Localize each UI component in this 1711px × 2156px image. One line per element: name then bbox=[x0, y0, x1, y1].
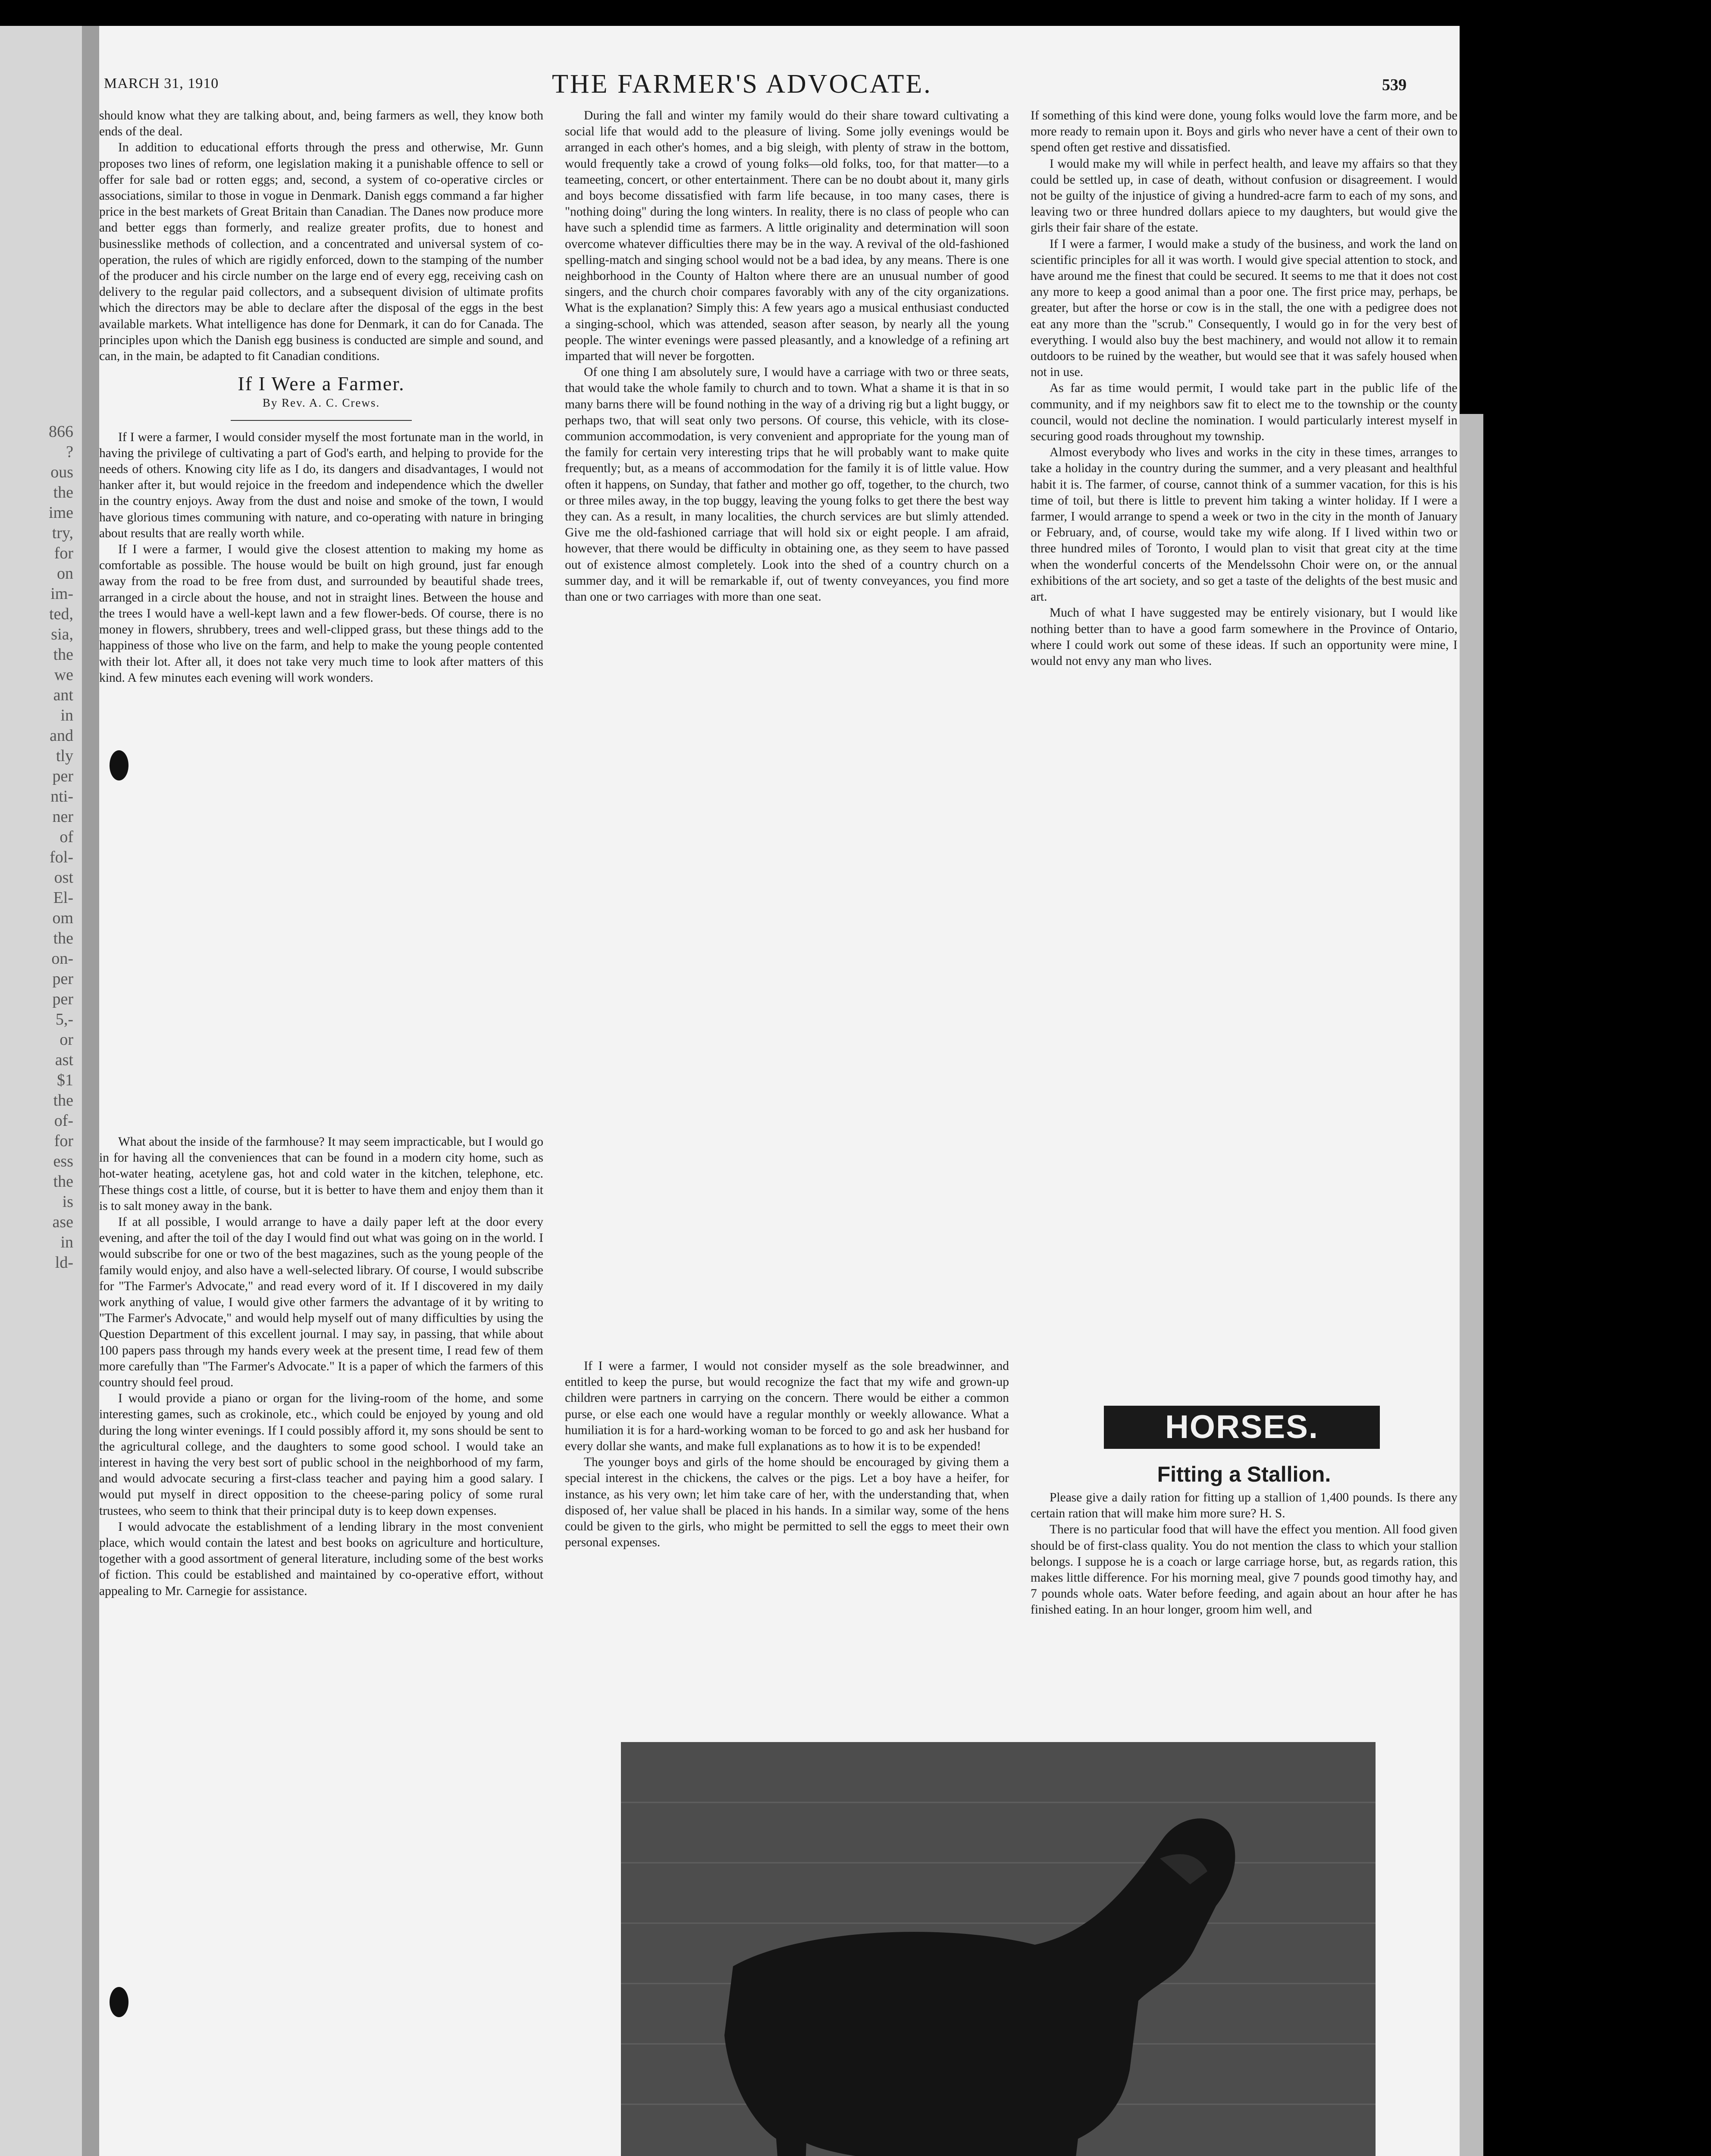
column-1-continued bbox=[99, 1134, 543, 1599]
paragraph: Almost everybody who lives and works in the city in these times, arranges to take a holiday in the country during the summer, and a very pleasant and healthful habit it is. The farmer, of course, cannot think of a summer vacation, for this is his time of toil, but there is little to prevent him taking a winter holiday. If I were a farmer, I would arrange to spend a week or two in the city in the month of January or February, and, of course, would take my wife along. If I lived within two or three hundred miles of Toronto, I would plan to visit that great city at the time when the wonderful concerts of the Mendelssohn Choir were on, or the annual exhibitions of the art society, and so get a taste of the delights of the best music and art. bbox=[1031, 445, 1457, 604]
paragraph: If I were a farmer, I would make a study of the business, and work the land on scientific principles for all it was worth. I would give special attention to stock, and have around me the finest that could be secured. It seems to me that it does not cost any more to keep a good animal than a poor one. The first price may, perhaps, be greater, but after the horse or cow is in the stall, the one with a pedigree does not eat any more than the "scrub." Consequently, I would go in for the very best of everything. I would also buy the best machinery, and would not allow it to remain outdoors to be ruined by the weather, but would see that it was safely housed when not in use. bbox=[1031, 237, 1457, 379]
text-fragment: ess bbox=[53, 1152, 73, 1170]
text-fragment: fol- bbox=[50, 848, 73, 866]
text-fragment: ? bbox=[66, 443, 73, 461]
paragraph: I would provide a piano or organ for the living-room of the home, and some interesting games, such as crokinole, etc., which could be enjoyed by young and old during the long winter evenings. If I could possibly afford it, my sons should be sent to the agricultural college, and the daughters to some good school. I would take an interest in having the very best sort of public school in the neighborhood of my farm, and would advocate securing a first-class teacher and paying him a good salary. I would put myself in direct opposition to the cheese-paring policy of some rural trustees, who seem to think that their principal duty is to keep down expenses. bbox=[99, 1391, 543, 1518]
text-fragment: per bbox=[52, 970, 73, 988]
book-spine bbox=[82, 26, 99, 2156]
text-fragment: of bbox=[60, 828, 73, 846]
text-fragment: ime bbox=[49, 504, 73, 522]
paragraph: If I were a farmer, I would consider myself the most fortunate man in the world, in having the privilege of cultivating a part of God's earth, and helping to provide for the needs of others. Knowing city life as I do, its dangers and disadvantages, I would not hanker after it, but would rejoice in the freedom and independence which the dweller in the country enjoys. Away from the dust and noise and smoke of the town, I would have glorious times communing with nature, and co-operating with nature in bringing about results that are really worth while. bbox=[99, 430, 543, 540]
article-byline: By Rev. A. C. Crews. bbox=[262, 396, 380, 410]
text-fragment: ld- bbox=[55, 1253, 73, 1272]
horse-photo bbox=[621, 1742, 1376, 2156]
masthead: THE FARMER'S ADVOCATE. bbox=[552, 69, 932, 99]
paragraph: In addition to educational efforts through the press and otherwise, Mr. Gunn proposes two lines of reform, one legislation making it a punishable offence to sell or offer for sale bad or rotten eggs; and, second, a system of co-operative circles or associations, similar to those in vogue in Denmark. Danish eggs command a far higher price in the best markets of Great Britain than Canadian. The Danes now produce more and better eggs than formerly, and realize greater profits, due to honest and businesslike methods of collection, and a concentrated and universal system of co-operation, the rules of which are rigidly enforced, down to the stamping of the number of the producer and his circle number on the large end of every egg, receiving cash on delivery to the regular paid collectors, and a subsequent division of ultimate profits which the directors may be able to declare after the disposal of the eggs in the best available markets. What intelligence has done for Denmark, it can do for Canada. The principles upon which the Danish egg business is conducted are simple and sound, and can, in the main, be adapted to fit Canadian conditions. bbox=[99, 141, 543, 364]
paragraph: If at all possible, I would arrange to have a daily paper left at the door every evening, and after the toil of the day I would find out what was going on in the world. I would subscribe for one or two of the best magazines, such as the young people of the family would enjoy, and also have a well-selected library. Of course, I would subscribe for "The Farmer's Advocate," and read every word of it. If I discovered in my daily work anything of value, I would give other farmers the advantage of it by writing to "The Farmer's Advocate," and would help myself out of many difficulties by using the Question Department of this excellent journal. I may say, in passing, that while about 100 papers pass through my hands every week at the present time, I read few of them more carefully than "The Farmer's Advocate." It is a paper of which the farmers of this country should feel proud. bbox=[99, 1215, 543, 1390]
text-fragment: om bbox=[52, 909, 73, 927]
paragraph: There is no particular food that will have the effect you mention. All food given should be of first-class quality. You do not mention the class to which your stallion belongs. I suppose he is a coach or large carriage horse, but, as regards ration, this makes little difference. For his morning meal, give 7 pounds good timothy hay, and 7 pounds whole oats. Water before feeding, and again about an hour after he has finished eating. In an hour longer, groom him well, and bbox=[1031, 1523, 1457, 1617]
article-title: Fitting a Stallion. bbox=[1157, 1462, 1331, 1486]
column-3-horses bbox=[1031, 1490, 1457, 1618]
text-fragment: on bbox=[57, 564, 73, 583]
text-fragment: per bbox=[52, 990, 73, 1008]
paragraph: I would make my will while in perfect health, and leave my affairs so that they could be settled up, in case of death, without confusion or disagreement. I would not be guilty of the injustice of giving a hundred-acre farm to each of my sons, and leaving two or three hundred dollars apiece to my daughters, but would give the girls their fair share of the estate. bbox=[1031, 157, 1457, 235]
text-fragment: ost bbox=[54, 868, 73, 887]
text-fragment: ous bbox=[50, 463, 73, 481]
paragraph: During the fall and winter my family would do their share toward cultivating a social life that would add to the pleasure of living. Some jolly evenings would be arranged in each other's homes, and a big sleigh, with plenty of straw in the bottom, would frequently take a crowd of young folks—old folks, too, for that matter—to a teameeting, concert, or other entertainment. There can be no doubt about it, many girls and boys become dissatisfied with farm life because, in too many cases, there is "nothing doing" during the long winters. In reality, there is no class of people who can have such a splendid time as farmers. A little originality and determination will soon overcome whatever difficulties there may be in the way. A revival of the old-fashioned spelling-match and singing school would not be a bad idea, by any means. There is one neighborhood in the County of Halton where there are an unusual number of good singers, and the church choir compares favorably with any of the city organizations. What is the explanation? Simply this: A few years ago a musical enthusiast conducted a singing-school, which was attended, season after season, by nearly all the young people. The winter evenings were passed pleasantly, and a knowledge of a refining art imparted that will never be forgotten. bbox=[565, 109, 1009, 364]
issue-date: MARCH 31, 1910 bbox=[104, 75, 219, 91]
text-fragment: ant bbox=[53, 686, 73, 704]
text-fragment: the bbox=[53, 1091, 73, 1109]
text-fragment: ted, bbox=[49, 605, 73, 623]
section-banner: HORSES. bbox=[1104, 1406, 1380, 1449]
text-fragment: in bbox=[60, 706, 73, 724]
text-fragment: for bbox=[54, 1132, 73, 1150]
article-title: If I Were a Farmer. bbox=[238, 373, 405, 395]
text-fragment: the bbox=[53, 1172, 73, 1191]
column-2-continued bbox=[565, 1358, 1009, 1551]
stallion-image bbox=[621, 1742, 1376, 2156]
text-fragment: 5,- bbox=[55, 1010, 73, 1028]
text-fragment: ase bbox=[52, 1213, 73, 1231]
text-fragment: for bbox=[54, 544, 73, 562]
paragraph: If something of this kind were done, young folks would love the farm more, and be more ready to remain upon it. Boys and girls who never have a cent of their own to spend often get restive and dissatisfied. bbox=[1031, 109, 1457, 155]
text-fragment: is bbox=[62, 1193, 73, 1211]
column-3 bbox=[1031, 108, 1457, 669]
page-number: 539 bbox=[1382, 76, 1407, 94]
running-head bbox=[99, 26, 1460, 112]
text-fragment: and bbox=[50, 727, 73, 745]
text-fragment: ner bbox=[52, 808, 73, 826]
paragraph: The younger boys and girls of the home should be encouraged by giving them a special interest in the chickens, the calves or the pigs. Let a boy have a heifer, for instance, as his very own; let him take care of her, with the understanding that, when disposed of, her value shall be placed in his hands. In a similar way, some of the hens could be given to the girls, who might be permitted to sell the eggs to meet their own personal expenses. bbox=[565, 1455, 1009, 1550]
paragraph: I would advocate the establishment of a lending library in the most convenient place, which would contain the latest and best books on agriculture and horticulture, together with a good assortment of general literature, including some of the best works of fiction. This could be established and maintained by co-operative effort, without appealing to Mr. Carnegie for assistance. bbox=[99, 1520, 543, 1598]
text-fragment: sia, bbox=[51, 625, 73, 643]
text-fragment: ast bbox=[55, 1051, 73, 1069]
column-2 bbox=[565, 108, 1009, 605]
paragraph: should know what they are talking about, and, being farmers as well, they know both ends of the deal. bbox=[99, 109, 543, 139]
divider bbox=[231, 420, 412, 421]
text-fragment: on- bbox=[51, 950, 73, 968]
text-fragment: nti- bbox=[50, 787, 73, 805]
text-fragment: 866 bbox=[49, 423, 73, 441]
text-fragment: the bbox=[53, 483, 73, 501]
text-fragment: try, bbox=[52, 524, 73, 542]
text-fragment: or bbox=[60, 1031, 73, 1049]
text-fragment: $1 bbox=[57, 1071, 73, 1089]
paragraph: If I were a farmer, I would not consider myself as the sole breadwinner, and entitled to keep the purse, but would recognize the fact that my wife and grown-up children were partners in carrying on the concern. There would be either a common purse, or else each one would have a regular monthly or weekly allowance. What a humiliation it is for a hard-working woman to be forced to go and ask her husband for every dollar she wants, and make full explanations as to how it is to be expended! bbox=[565, 1359, 1009, 1454]
column-1 bbox=[99, 108, 543, 686]
text-fragment: im- bbox=[50, 585, 73, 603]
text-fragment: of- bbox=[54, 1112, 73, 1130]
page-edge bbox=[1460, 414, 1483, 2156]
text-fragment: in bbox=[60, 1233, 73, 1251]
paragraph: If I were a farmer, I would give the closest attention to making my home as comfortable as possible. The house would be built on high ground, just far enough away from the road to be free from dust, and surrounded by beautiful shade trees, arranged in a circle about the house, and not in straight lines. Between the house and the trees I would have a well-kept lawn and a few flower-beds. Of course, there is no money in flowers, shrubbery, trees and well-clipped grass, but these things add to the happiness of those who live on the farm, and help to make the young people contented with their lot. After all, it does not take very much time to look after matters of this kind. A few minutes each evening will work wonders. bbox=[99, 542, 543, 685]
paragraph: What about the inside of the farmhouse? It may seem impracticable, but I would go in for having all the conveniences that can be found in a modern city home, such as hot-water heating, acetylene gas, hot and cold water in the kitchen, telephone, etc. These things cost a little, of course, but it is better to have them and enjoy them than it is to salt money away in the bank. bbox=[99, 1135, 543, 1213]
text-fragment: the bbox=[53, 646, 73, 664]
paragraph: Please give a daily ration for fitting up a stallion of 1,400 pounds. Is there any certain ration that will make him more sure? H. S. bbox=[1031, 1491, 1457, 1521]
paragraph: Much of what I have suggested may be entirely visionary, but I would like nothing better than to have a good farm somewhere in the Province of Ontario, where I could work out some of these ideas. If such an opportunity were mine, I would not envy any man who lives. bbox=[1031, 606, 1457, 668]
text-fragment: we bbox=[54, 666, 73, 684]
text-fragment: tly bbox=[56, 747, 73, 765]
paragraph: Of one thing I am absolutely sure, I would have a carriage with two or three seats, that would take the whole family to church and to town. What a shame it is that in so many barns there will be found nothing in the way of a driving rig but a light buggy, or perhaps two, that will seat only two persons. Of course, this vehicle, with its close-communion accommodation, is very convenient and appropriate for the young man of the family for certain very interesting trips that he will probably want to make quite frequently; but, as a means of accommodation for the family it is of little value. How often it happens, on Sunday, that father and mother go off, together, to the church, two or three miles away, in the top buggy, leaving the young folks to get there the best way they can. As a result, in many localities, the church services are but slimly attended. Give me the old-fashioned carriage that will hold six or eight people. I am afraid, however, that there would be difficulty in obtaining one, as they seem to have passed out of existence almost completely. Look into the shed of a country church on a summer day, and it will be remarkable if, out of twenty conveyances, you find more than one or two carriages with more than one seat. bbox=[565, 365, 1009, 604]
newspaper-page bbox=[99, 26, 1460, 2156]
text-fragment: El- bbox=[53, 889, 73, 907]
binding-hole bbox=[110, 750, 128, 780]
binding-hole bbox=[110, 1987, 128, 2017]
paragraph: As far as time would permit, I would take part in the public life of the community, and if my neighbors saw fit to elect me to the township or the county council, would not decline the nomination. I would particularly interest myself in securing good roads throughout my township. bbox=[1031, 381, 1457, 444]
text-fragment: the bbox=[53, 929, 73, 947]
adjacent-page-fragment bbox=[0, 26, 82, 2156]
text-fragment: per bbox=[52, 767, 73, 785]
